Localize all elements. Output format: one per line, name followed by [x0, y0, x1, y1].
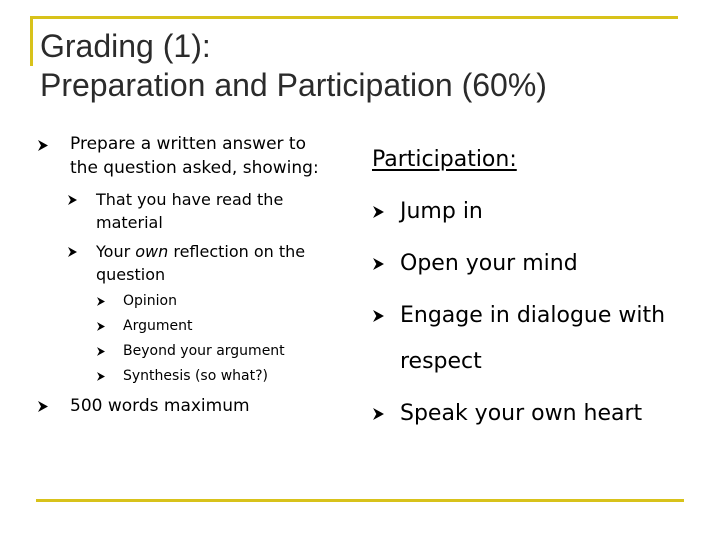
- arrowhead-bullet-icon: [97, 347, 105, 356]
- respect-text: respect: [400, 349, 482, 374]
- own-reflection-suffix: reflection on the: [168, 242, 306, 261]
- own-reflection-prefix: Your: [96, 242, 136, 261]
- arrowhead-bullet-icon: [97, 372, 105, 381]
- arrowhead-bullet-icon: [373, 206, 384, 218]
- prepare-answer-text: [70, 132, 319, 180]
- left-accent-rule: [30, 16, 33, 66]
- arrowhead-bullet-icon: [68, 247, 77, 257]
- arrowhead-bullet-icon: [97, 322, 105, 331]
- subsub-opinion: Opinion: [123, 293, 177, 309]
- arrowhead-bullet-icon: [373, 408, 384, 420]
- read-material-text: [96, 188, 283, 234]
- prepare-answer-line-1: Prepare a written answer to: [70, 134, 306, 154]
- own-reflection-text: [96, 240, 305, 286]
- subsub-argument: Argument: [123, 318, 193, 334]
- own-reflection-line-1: [96, 240, 305, 263]
- read-material-line-1: That you have read the: [96, 190, 284, 209]
- subsub-beyond-argument: Beyond your argument: [123, 343, 285, 359]
- word-limit-text: 500 words maximum: [70, 396, 250, 416]
- arrowhead-bullet-icon: [373, 310, 384, 322]
- slide-title: [40, 27, 547, 105]
- open-mind-text: Open your mind: [400, 251, 578, 276]
- subsub-synthesis: Synthesis (so what?): [123, 368, 269, 384]
- speak-heart-text: Speak your own heart: [400, 401, 643, 426]
- prepare-answer-line-2: the question asked, showing:: [70, 158, 319, 178]
- arrowhead-bullet-icon: [38, 140, 48, 151]
- arrowhead-bullet-icon: [97, 297, 105, 306]
- slide-title-line-2: Preparation and Participation (60%): [40, 67, 547, 103]
- participation-heading: Participation:: [372, 147, 517, 172]
- arrowhead-bullet-icon: [373, 258, 384, 270]
- read-material-line-2: material: [96, 213, 163, 232]
- jump-in-text: Jump in: [400, 199, 483, 224]
- arrowhead-bullet-icon: [38, 401, 48, 412]
- engage-dialogue-text: Engage in dialogue with: [400, 303, 666, 328]
- own-reflection-line-2: question: [96, 265, 166, 284]
- bottom-accent-rule: [36, 499, 684, 502]
- top-accent-rule: [30, 16, 678, 19]
- arrowhead-bullet-icon: [68, 195, 77, 205]
- slide-title-line-1: Grading (1):: [40, 28, 211, 64]
- own-emphasis: own: [135, 242, 169, 261]
